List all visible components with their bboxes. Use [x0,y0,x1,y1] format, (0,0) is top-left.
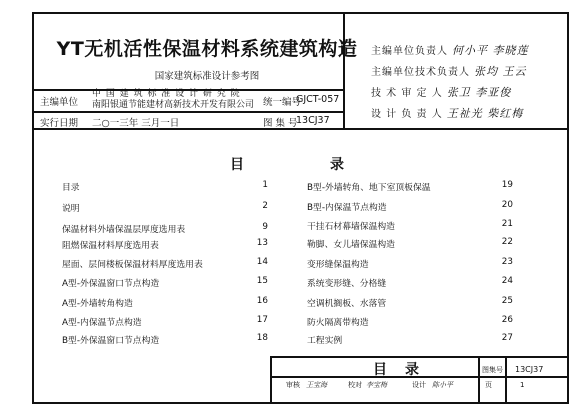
handwritten-signature: 张均 王云 [474,65,527,78]
toc-entry-title: 系统变形缝、分格缝 [307,279,387,289]
toc-entry-title: 勒脚、女儿墙保温构造 [307,240,395,250]
toc-entry-page: 16 [256,296,268,306]
toc-entry-page: 21 [501,219,513,229]
unified-no-value: GJCT-057 [296,94,340,105]
toc-entry-title: A型-内保温节点构造 [62,318,142,328]
atlas-subtitle: 国家建筑标准设计参考图 [154,71,260,82]
toc-entry-title: 干挂石材幕墙保温构造 [307,222,395,232]
toc-entry[interactable] [307,315,513,335]
toc-entry-title: 说明 [62,204,80,214]
toc-entry-title: B型-内保温节点构造 [307,203,387,213]
titleblock-design-signature: 陈小平 [432,381,453,389]
toc-entry-title: 变形缝保温构造 [307,260,369,270]
toc-entry[interactable] [62,201,268,221]
toc-entry-title: 保温材料外墙保温层厚度选用表 [62,225,186,235]
titleblock-design-label: 设计 [412,381,426,389]
toc-entry-page: 18 [256,333,268,343]
toc-entry-title: B型-外墙转角、地下室顶板保温 [307,183,431,193]
toc-entry[interactable] [62,180,268,200]
toc-entry[interactable] [307,276,513,296]
effective-date-value: 二○一三年 三月一日 [92,118,180,129]
toc-entry-page: 2 [262,201,268,211]
toc-entry[interactable] [307,257,513,277]
titleblock-name: 目录 [373,362,437,378]
handwritten-signature: 王祉光 柴红梅 [446,107,524,120]
toc-entry-title: 工程实例 [307,336,343,346]
toc-entry[interactable] [62,276,268,296]
toc-entry-page: 20 [501,200,513,210]
toc-entry-page: 23 [501,257,513,267]
toc-entry[interactable] [307,200,513,220]
toc-entry-page: 15 [256,276,268,286]
signature-row [371,42,529,58]
toc-heading-char-1: 目 [230,157,244,173]
signature-row [371,84,511,100]
handwritten-signature: 张卫 李亚俊 [446,86,512,99]
toc-entry-title: 阻燃保温材料厚度选用表 [62,241,159,251]
toc-entry[interactable] [307,296,513,316]
toc-entry[interactable] [307,333,513,353]
signature-row [371,105,523,121]
toc-entry-title: 屋面、层间楼板保温材料厚度选用表 [62,260,203,270]
atlas-no-label: 图 集 号 [263,118,298,129]
toc-entry[interactable] [62,257,268,277]
toc-entry[interactable] [62,238,268,258]
toc-entry-page: 22 [501,237,513,247]
atlas-title: YT无机活性保温材料系统建筑构造 [56,38,358,60]
titleblock-review-signature: 王宝海 [306,381,327,389]
toc-entry-title: 防火隔离带构造 [307,318,369,328]
toc-entry-title: 空调机搁板、水落管 [307,299,387,309]
titleblock-atlas-label: 图集号 [482,366,503,374]
handwritten-signature: 何小平 李晓莲 [452,44,529,57]
toc-entry[interactable] [307,180,513,200]
toc-entry-title: A型-外保温窗口节点构造 [62,279,160,289]
signature-row [371,63,527,79]
toc-entry-page: 1 [262,180,268,190]
titleblock-atlas-value: 13CJ37 [515,365,544,374]
toc-entry-title: B型-外保温窗口节点构造 [62,336,160,346]
toc-entry[interactable] [307,219,513,239]
toc-entry-page: 9 [262,222,268,232]
signature-label: 主编单位负责人 [371,46,448,57]
toc-entry[interactable] [62,333,268,353]
toc-entry-page: 14 [256,257,268,267]
header-divider [33,111,343,113]
lead-unit-name-1: 中 国 建 筑 标 准 设 计 研 究 院 [92,89,241,99]
titleblock-proof-label: 校对 [348,381,362,389]
toc-entry-title: 目录 [62,183,80,193]
toc-entry-page: 27 [501,333,513,343]
toc-heading-char-2: 录 [330,157,344,173]
atlas-no-value: 13CJ37 [296,115,330,126]
toc-entry-page: 26 [501,315,513,325]
effective-date-label: 实行日期 [40,118,79,129]
toc-entry-title: A型-外墙转角构造 [62,299,133,309]
toc-entry-page: 17 [256,315,268,325]
toc-entry[interactable] [307,237,513,257]
titleblock [270,356,569,404]
toc-entry-page: 13 [256,238,268,248]
toc-entry-page: 25 [501,296,513,306]
titleblock-page-label: 页 [485,381,492,389]
signature-label: 技 术 审 定 人 [371,88,443,99]
lead-unit-name-2: 南阳银通节能建材高新技术开发有限公司 [92,100,255,110]
toc-entry[interactable] [62,315,268,335]
titleblock-proof-signature: 李宝梅 [366,381,387,389]
signature-label: 设 计 负 责 人 [371,109,443,120]
toc-entry-page: 24 [501,276,513,286]
lead-unit-label: 主编单位 [40,97,79,108]
titleblock-review-label: 审核 [286,381,300,389]
toc-entry-page: 19 [501,180,513,190]
signature-label: 主编单位技术负责人 [371,67,470,78]
titleblock-page-value: 1 [520,381,525,389]
toc-entry[interactable] [62,296,268,316]
unified-no-label: 统一编号 [263,97,302,108]
